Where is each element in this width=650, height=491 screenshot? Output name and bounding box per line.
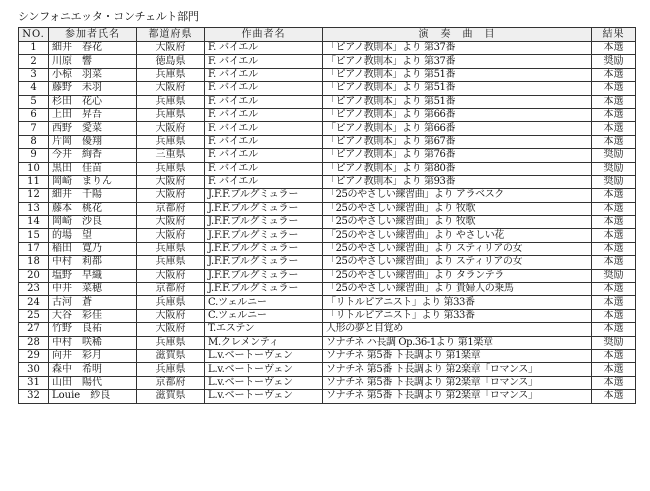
cell-piece: 「ピアノ教則本」より 第51番 — [323, 68, 592, 81]
header-row — [19, 28, 636, 42]
cell-number: 12 — [19, 189, 49, 202]
cell-number: 6 — [19, 108, 49, 121]
cell-prefecture: 大阪府 — [137, 323, 205, 336]
cell-prefecture: 京都府 — [137, 202, 205, 215]
cell-result: 本選 — [592, 189, 636, 202]
table-row — [19, 349, 636, 362]
cell-result: 本選 — [592, 95, 636, 108]
cell-prefecture: 兵庫県 — [137, 108, 205, 121]
cell-piece: 「25のやさしい練習曲」より スティリアの女 — [323, 242, 592, 255]
table-row — [19, 82, 636, 95]
cell-participant-name: 上田 昇吾 — [49, 108, 137, 121]
results-table — [18, 27, 636, 404]
cell-composer: J.F.F.ブルグミュラー — [205, 269, 323, 282]
cell-participant-name: 細井 春花 — [49, 42, 137, 55]
cell-result: 本選 — [592, 82, 636, 95]
table-row — [19, 55, 636, 68]
cell-prefecture: 兵庫県 — [137, 256, 205, 269]
cell-composer: J.F.F.ブルグミュラー — [205, 242, 323, 255]
cell-number: 24 — [19, 296, 49, 309]
table-header — [19, 28, 636, 42]
cell-composer: F. バイエル — [205, 55, 323, 68]
cell-participant-name: 中村 莉都 — [49, 256, 137, 269]
cell-piece: ソナチネ 第5番 ト長調より 第2楽章「ロマンス」 — [323, 376, 592, 389]
table-row — [19, 175, 636, 188]
cell-prefecture: 大阪府 — [137, 229, 205, 242]
cell-result: 本選 — [592, 296, 636, 309]
header-prefecture: 都道府県 — [137, 28, 205, 42]
cell-piece: 「25のやさしい練習曲」より 牧歌 — [323, 202, 592, 215]
cell-composer: F. バイエル — [205, 68, 323, 81]
table-row — [19, 149, 636, 162]
cell-prefecture: 大阪府 — [137, 309, 205, 322]
cell-composer: J.F.F.ブルグミュラー — [205, 283, 323, 296]
cell-result: 奨励 — [592, 336, 636, 349]
cell-result: 本選 — [592, 283, 636, 296]
cell-result: 奨励 — [592, 162, 636, 175]
cell-number: 18 — [19, 256, 49, 269]
cell-number: 8 — [19, 135, 49, 148]
table-row — [19, 108, 636, 121]
cell-result: 奨励 — [592, 149, 636, 162]
cell-number: 20 — [19, 269, 49, 282]
cell-participant-name: 大谷 彩佳 — [49, 309, 137, 322]
cell-result: 奨励 — [592, 55, 636, 68]
cell-number: 4 — [19, 82, 49, 95]
cell-number: 29 — [19, 349, 49, 362]
cell-piece: 「ピアノ教則本」より 第37番 — [323, 42, 592, 55]
cell-composer: J.F.F.ブルグミュラー — [205, 229, 323, 242]
cell-composer: T.エステン — [205, 323, 323, 336]
cell-participant-name: 杉田 花心 — [49, 95, 137, 108]
table-row — [19, 363, 636, 376]
cell-composer: F. バイエル — [205, 135, 323, 148]
cell-composer: M.クレメンティ — [205, 336, 323, 349]
table-row — [19, 296, 636, 309]
cell-piece: 「ピアノ教則本」より 第37番 — [323, 55, 592, 68]
table-row — [19, 189, 636, 202]
cell-piece: ソナチネ 第5番 ト長調より 第2楽章「ロマンス」 — [323, 390, 592, 403]
cell-piece: 「25のやさしい練習曲」より スティリアの女 — [323, 256, 592, 269]
cell-prefecture: 滋賀県 — [137, 390, 205, 403]
cell-prefecture: 三重県 — [137, 149, 205, 162]
cell-piece: 「25のやさしい練習曲」より やさしい花 — [323, 229, 592, 242]
cell-result: 本選 — [592, 309, 636, 322]
table-row — [19, 202, 636, 215]
cell-result: 本選 — [592, 108, 636, 121]
cell-piece: 「ピアノ教則本」より 第80番 — [323, 162, 592, 175]
cell-prefecture: 兵庫県 — [137, 363, 205, 376]
cell-piece: 「ピアノ教則本」より 第66番 — [323, 122, 592, 135]
cell-prefecture: 兵庫県 — [137, 336, 205, 349]
cell-composer: F. バイエル — [205, 122, 323, 135]
cell-participant-name: 西野 愛菜 — [49, 122, 137, 135]
cell-prefecture: 京都府 — [137, 376, 205, 389]
cell-number: 23 — [19, 283, 49, 296]
cell-piece: 「25のやさしい練習曲」より タランテラ — [323, 269, 592, 282]
cell-result: 本選 — [592, 376, 636, 389]
cell-result: 本選 — [592, 390, 636, 403]
cell-number: 3 — [19, 68, 49, 81]
cell-piece: 「ピアノ教則本」より 第66番 — [323, 108, 592, 121]
cell-participant-name: 森中 希明 — [49, 363, 137, 376]
cell-prefecture: 兵庫県 — [137, 296, 205, 309]
cell-number: 10 — [19, 162, 49, 175]
cell-number: 32 — [19, 390, 49, 403]
cell-participant-name: 今井 絢香 — [49, 149, 137, 162]
cell-composer: J.F.F.ブルグミュラー — [205, 256, 323, 269]
cell-piece: 「ピアノ教則本」より 第76番 — [323, 149, 592, 162]
cell-result: 本選 — [592, 363, 636, 376]
cell-participant-name: 向井 彩月 — [49, 349, 137, 362]
header-piece: 演 奏 曲 目 — [323, 28, 592, 42]
cell-participant-name: 中村 咲稀 — [49, 336, 137, 349]
cell-composer: F. バイエル — [205, 82, 323, 95]
cell-composer: F. バイエル — [205, 149, 323, 162]
cell-participant-name: 塩野 早織 — [49, 269, 137, 282]
cell-piece: 「25のやさしい練習曲」より アラベスク — [323, 189, 592, 202]
cell-number: 27 — [19, 323, 49, 336]
cell-composer: F. バイエル — [205, 162, 323, 175]
table-row — [19, 216, 636, 229]
table-row — [19, 283, 636, 296]
cell-result: 奨励 — [592, 269, 636, 282]
cell-composer: F. バイエル — [205, 95, 323, 108]
table-row — [19, 390, 636, 403]
cell-prefecture: 大阪府 — [137, 189, 205, 202]
cell-composer: F. バイエル — [205, 42, 323, 55]
cell-result: 本選 — [592, 216, 636, 229]
cell-piece: ソナチネ 第5番 ト長調より 第1楽章 — [323, 349, 592, 362]
cell-piece: 「ピアノ教則本」より 第93番 — [323, 175, 592, 188]
cell-participant-name: 藤野 未羽 — [49, 82, 137, 95]
cell-number: 31 — [19, 376, 49, 389]
cell-composer: C.ツェルニー — [205, 296, 323, 309]
cell-piece: ソナチネ ハ長調 Op.36-1より 第1楽章 — [323, 336, 592, 349]
cell-piece: 「ピアノ教則本」より 第51番 — [323, 95, 592, 108]
cell-prefecture: 大阪府 — [137, 175, 205, 188]
cell-prefecture: 兵庫県 — [137, 135, 205, 148]
cell-piece: 「リトルピアニスト」より 第33番 — [323, 309, 592, 322]
cell-composer: J.F.F.ブルグミュラー — [205, 189, 323, 202]
cell-result: 本選 — [592, 202, 636, 215]
cell-composer: L.v.ベートーヴェン — [205, 390, 323, 403]
table-row — [19, 122, 636, 135]
table-row — [19, 269, 636, 282]
header-participant-name: 参加者氏名 — [49, 28, 137, 42]
cell-composer: J.F.F.ブルグミュラー — [205, 202, 323, 215]
table-row — [19, 309, 636, 322]
cell-result: 本選 — [592, 135, 636, 148]
cell-composer: F. バイエル — [205, 175, 323, 188]
cell-result: 本選 — [592, 229, 636, 242]
cell-result: 本選 — [592, 242, 636, 255]
cell-piece: 「ピアノ教則本」より 第51番 — [323, 82, 592, 95]
cell-prefecture: 大阪府 — [137, 42, 205, 55]
cell-participant-name: 小椋 羽菜 — [49, 68, 137, 81]
cell-number: 7 — [19, 122, 49, 135]
cell-result: 本選 — [592, 256, 636, 269]
cell-number: 17 — [19, 242, 49, 255]
cell-participant-name: 黒田 佳苗 — [49, 162, 137, 175]
cell-participant-name: 片岡 優翔 — [49, 135, 137, 148]
cell-participant-name: 竹野 良祐 — [49, 323, 137, 336]
table-row — [19, 256, 636, 269]
table-row — [19, 95, 636, 108]
cell-number: 30 — [19, 363, 49, 376]
cell-piece: 「リトルピアニスト」より 第33番 — [323, 296, 592, 309]
cell-prefecture: 大阪府 — [137, 122, 205, 135]
cell-participant-name: 的場 望 — [49, 229, 137, 242]
document-title: シンフォニエッタ・コンチェルト部門 — [18, 10, 199, 23]
cell-prefecture: 京都府 — [137, 283, 205, 296]
cell-prefecture: 兵庫県 — [137, 162, 205, 175]
cell-prefecture: 兵庫県 — [137, 68, 205, 81]
cell-number: 9 — [19, 149, 49, 162]
cell-piece: 「25のやさしい練習曲」より 貴婦人の乗馬 — [323, 283, 592, 296]
cell-number: 14 — [19, 216, 49, 229]
cell-participant-name: 古河 蒼 — [49, 296, 137, 309]
cell-number: 25 — [19, 309, 49, 322]
table-row — [19, 229, 636, 242]
cell-prefecture: 兵庫県 — [137, 242, 205, 255]
cell-number: 11 — [19, 175, 49, 188]
cell-number: 13 — [19, 202, 49, 215]
cell-participant-name: Louie 紗良 — [49, 390, 137, 403]
cell-participant-name: 川原 響 — [49, 55, 137, 68]
cell-number: 15 — [19, 229, 49, 242]
cell-composer: L.v.ベートーヴェン — [205, 363, 323, 376]
cell-participant-name: 稲田 寛乃 — [49, 242, 137, 255]
table-row — [19, 162, 636, 175]
cell-piece: ソナチネ 第5番 ト長調より 第2楽章「ロマンス」 — [323, 363, 592, 376]
cell-composer: F. バイエル — [205, 108, 323, 121]
cell-result: 本選 — [592, 42, 636, 55]
table-row — [19, 323, 636, 336]
cell-number: 28 — [19, 336, 49, 349]
table-body — [19, 42, 636, 404]
cell-prefecture: 滋賀県 — [137, 349, 205, 362]
table-row — [19, 135, 636, 148]
cell-number: 5 — [19, 95, 49, 108]
cell-piece: 「25のやさしい練習曲」より 牧歌 — [323, 216, 592, 229]
cell-prefecture: 兵庫県 — [137, 95, 205, 108]
cell-result: 本選 — [592, 323, 636, 336]
cell-participant-name: 細井 千陽 — [49, 189, 137, 202]
table-row — [19, 42, 636, 55]
cell-composer: J.F.F.ブルグミュラー — [205, 216, 323, 229]
header-result: 結果 — [592, 28, 636, 42]
cell-composer: C.ツェルニー — [205, 309, 323, 322]
cell-prefecture: 大阪府 — [137, 216, 205, 229]
cell-prefecture: 徳島県 — [137, 55, 205, 68]
cell-result: 本選 — [592, 122, 636, 135]
cell-piece: 人形の夢と目覚め — [323, 323, 592, 336]
cell-result: 本選 — [592, 68, 636, 81]
table-row — [19, 376, 636, 389]
cell-composer: L.v.ベートーヴェン — [205, 376, 323, 389]
table-row — [19, 242, 636, 255]
header-number: NO. — [19, 28, 49, 42]
cell-number: 2 — [19, 55, 49, 68]
cell-result: 本選 — [592, 349, 636, 362]
cell-number: 1 — [19, 42, 49, 55]
cell-piece: 「ピアノ教則本」より 第67番 — [323, 135, 592, 148]
cell-participant-name: 中井 菜穂 — [49, 283, 137, 296]
table-row — [19, 336, 636, 349]
table-row — [19, 68, 636, 81]
cell-prefecture: 大阪府 — [137, 269, 205, 282]
cell-prefecture: 大阪府 — [137, 82, 205, 95]
cell-participant-name: 山田 陽代 — [49, 376, 137, 389]
cell-result: 奨励 — [592, 175, 636, 188]
header-composer: 作曲者名 — [205, 28, 323, 42]
cell-composer: L.v.ベートーヴェン — [205, 349, 323, 362]
cell-participant-name: 岡崎 まりん — [49, 175, 137, 188]
cell-participant-name: 藤本 桃花 — [49, 202, 137, 215]
cell-participant-name: 岡崎 沙良 — [49, 216, 137, 229]
